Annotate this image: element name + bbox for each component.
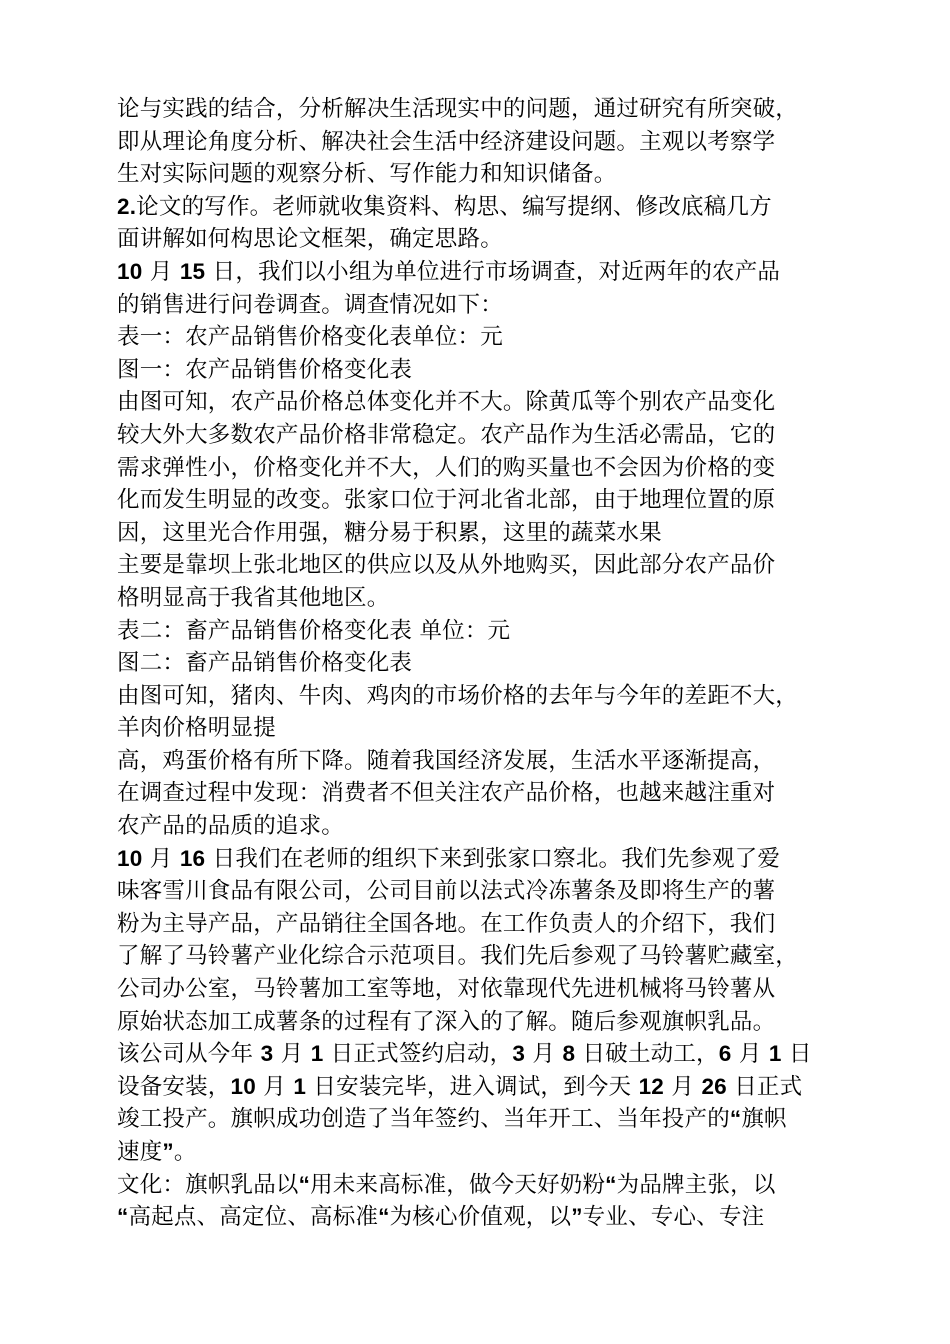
text-line: 格明显高于我省其他地区。: [117, 584, 390, 611]
text-line: 公司办公室，马铃薯加工室等地，对依靠现代先进机械将马铃薯从: [117, 976, 776, 1003]
text-line: 主要是靠坝上张北地区的供应以及从外地购买，因此部分农产品价: [117, 552, 776, 579]
text-line: 高，鸡蛋价格有所下降。随着我国经济发展，生活水平逐渐提高，: [117, 747, 776, 774]
text-line: 农产品的品质的追求。: [117, 813, 345, 840]
table-caption: 表一：农产品销售价格变化表单位：元: [117, 324, 503, 351]
text-line: 该公司从今年 3 月 1 日正式签约启动，3 月 8 日破土动工，6 月 1 日: [117, 1041, 812, 1068]
figure-caption: 图二：畜产品销售价格变化表: [117, 650, 413, 677]
document-page: [117, 93, 837, 1234]
text-line: “高起点、高定位、高标准“为核心价值观，以”专业、专心、专注: [117, 1204, 765, 1231]
text-line: 2.论文的写作。老师就收集资料、构思、编写提纲、修改底稿几方: [117, 193, 772, 220]
text-line: 羊肉价格明显提: [117, 715, 276, 742]
text-line: 竣工投产。旗帜成功创造了当年签约、当年开工、当年投产的“旗帜: [117, 1106, 787, 1133]
text-line: 生对实际问题的观察分析、写作能力和知识储备。: [117, 161, 617, 188]
text-line: 了解了马铃薯产业化综合示范项目。我们先后参观了马铃薯贮藏室，: [117, 943, 799, 970]
text-line: 文化：旗帜乳品以“用未来高标准，做今天好奶粉“为品牌主张，以: [117, 1171, 776, 1198]
text-line: 在调查过程中发现：消费者不但关注农产品价格，也越来越注重对: [117, 780, 776, 807]
text-line: 论与实践的结合，分析解决生活现实中的问题，通过研究有所突破，: [117, 96, 799, 122]
text-line: 化而发生明显的改变。张家口位于河北省北部，由于地理位置的原: [117, 487, 776, 514]
figure-caption: 图一：农产品销售价格变化表: [117, 356, 413, 383]
text-line: 10 月 15 日，我们以小组为单位进行市场调查，对近两年的农产品: [117, 258, 781, 285]
text-line: 较大外大多数农产品价格非常稳定。农产品作为生活必需品，它的: [117, 421, 776, 448]
text-line: 由图可知，农产品价格总体变化并不大。除黄瓜等个别农产品变化: [117, 389, 776, 416]
text-line: 设备安装，10 月 1 日安装完毕，进入调试，到今天 12 月 26 日正式: [117, 1073, 803, 1100]
text-line: 即从理论角度分析、解决社会生活中经济建设问题。主观以考察学: [117, 128, 776, 155]
text-line: 速度”。: [117, 1139, 197, 1165]
text-line: 因，这里光合作用强，糖分易于积累，这里的蔬菜水果: [117, 519, 662, 546]
text-line: 味客雪川食品有限公司，公司目前以法式冷冻薯条及即将生产的薯: [117, 878, 776, 905]
text-line: 粉为主导产品，产品销往全国各地。在工作负责人的介绍下，我们: [117, 910, 776, 937]
text-line: 原始状态加工成薯条的过程有了深入的了解。随后参观旗帜乳品。: [117, 1008, 776, 1035]
text-line: 的销售进行问卷调查。调查情况如下：: [117, 291, 503, 318]
table-caption: 表二：畜产品销售价格变化表 单位：元: [117, 617, 511, 644]
text-line: 面讲解如何构思论文框架，确定思路。: [117, 226, 503, 253]
text-line: 需求弹性小，价格变化并不大，人们的购买量也不会因为价格的变: [117, 454, 776, 481]
text-line: 由图可知，猪肉、牛肉、鸡肉的市场价格的去年与今年的差距不大，: [117, 682, 799, 709]
text-line: 10 月 16 日我们在老师的组织下来到张家口察北。我们先参观了爱: [117, 845, 781, 872]
